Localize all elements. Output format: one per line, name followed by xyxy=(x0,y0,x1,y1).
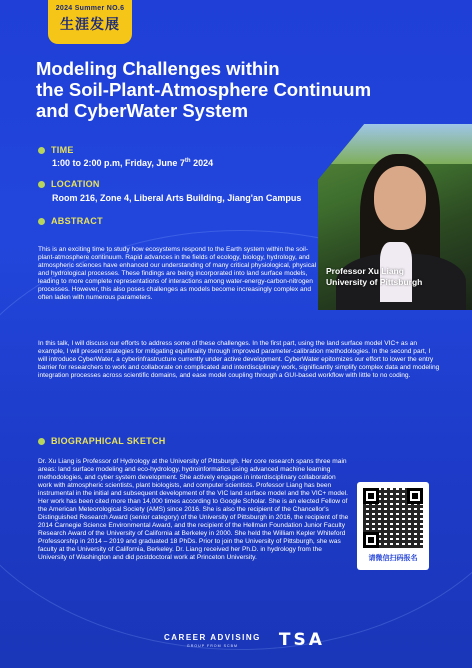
bio-label: BIOGRAPHICAL SKETCH xyxy=(51,436,166,446)
abstract-label: ABSTRACT xyxy=(51,216,103,226)
qr-finder-icon xyxy=(363,532,379,548)
location-heading xyxy=(38,179,100,189)
page-title xyxy=(36,58,456,121)
bullet-icon xyxy=(38,181,45,188)
speaker-name: Professor Xu Liang xyxy=(326,266,404,276)
time-label: TIME xyxy=(51,145,74,155)
time-year: 2024 xyxy=(190,158,214,168)
location-label: LOCATION xyxy=(51,179,100,189)
footer xyxy=(164,630,325,650)
time-value: 1:00 to 2:00 p.m, Friday, June 7 xyxy=(52,158,185,168)
bullet-icon xyxy=(38,218,45,225)
qr-caption: 请微信扫码报名 xyxy=(368,555,418,562)
time-text xyxy=(52,158,213,168)
bio-heading xyxy=(38,436,166,446)
bullet-icon xyxy=(38,147,45,154)
career-advising-logo xyxy=(164,633,261,648)
abstract-heading xyxy=(38,216,103,226)
abstract-paragraph-2: In this talk, I will discuss our efforts to address some of these challenges. In the first part, using the land surface model VIC+ as an example, I will present strategies for mitigating equifinality through improved parameter-calibration methodologies. In the second part, I will introduce CyberWater, a cyberinfrastructure currently under active development. CyberWater epitomizes our effort to lower the entry barrier for researchers to work and collaborate on complicated and interdisciplinary work, significantly simplify complex data and modeling integration processes across scientific domains, and ease model coupling through a GUI-based workflow with little to no coding. xyxy=(38,340,440,379)
qr-finder-icon xyxy=(363,488,379,504)
title-line: and CyberWater System xyxy=(36,100,249,121)
registration-qr-card[interactable] xyxy=(357,482,429,570)
speaker-affiliation: University of Pittsburgh xyxy=(326,277,423,287)
qr-finder-icon xyxy=(407,488,423,504)
bio-text: Dr. Xu Liang is Professor of Hydrology at the University of Pittsburgh. Her core research spans three main areas: land surface modeling and eco-hydrology, hydroinformatics using advanced machine learning methodologies, and cyber system development. She actively engages in interdisciplinary collaboration work with atmospheric scientists, plant biologists, and computer scientists. Professor Liang has been instrumental in the initial and subsequent development of the VIC land surface model and the VIC+ model. Her work has been cited more than 14,000 times according to Google Scholar. She is an elected Fellow of the American Meteorological Society (AMS) since 2016. She is also the recipient of the Chancellor's Distinguished Research Award (senior category) of the University of Pittsburgh in 2016, the recipient of the 2014 Carnegie Science Environmental Award, and the recipient of the Hellman Foundation Junior Faculty Research Award of the University of California at Berkeley in 2000. She held the William Kepler Whiteford Professorship in 2014 – 2019 and graduated 18 PhDs. Prior to join the University of Pittsburgh, she was faculty at the University of California, Berkeley. Dr. Liang received her Ph.D. in hydrology from the University of Washington and did postdoctoral work at Princeton University. xyxy=(38,458,349,561)
location-text: Room 216, Zone 4, Liberal Arts Building, Jiang'an Campus xyxy=(52,193,302,203)
issue-number: 2024 Summer NO.6 xyxy=(55,5,125,12)
title-line: the Soil-Plant-Atmosphere Continuum xyxy=(36,79,372,100)
abstract-paragraph-1: This is an exciting time to study how ecosystems respond to the Earth system within the soil-plant-atmosphere continuum. Rapid advances in the fields of ecology, biology, hydrology, and atmospheric sciences have enhanced our understanding of many critical physiological, physical and hydrological processes. These findings are being incorporated into land surface models, leading to more complete representations of interactions among water-energy-carbon-nitrogen processes. However, this also poses challenges as models become increasingly complex and often laden with numerous parameters. xyxy=(38,246,317,301)
bullet-icon xyxy=(38,438,45,445)
title-line: Modeling Challenges within xyxy=(36,58,280,79)
brand-title: 生涯发展 xyxy=(60,16,120,32)
time-heading xyxy=(38,145,74,155)
org-subtitle: GROUP FROM SCBM xyxy=(186,643,238,648)
tsa-logo: TSA xyxy=(278,630,325,650)
speaker-caption xyxy=(326,266,422,288)
issue-badge xyxy=(48,0,132,44)
time-suffix: th xyxy=(184,158,191,164)
org-name: CAREER ADVISING xyxy=(164,632,261,642)
